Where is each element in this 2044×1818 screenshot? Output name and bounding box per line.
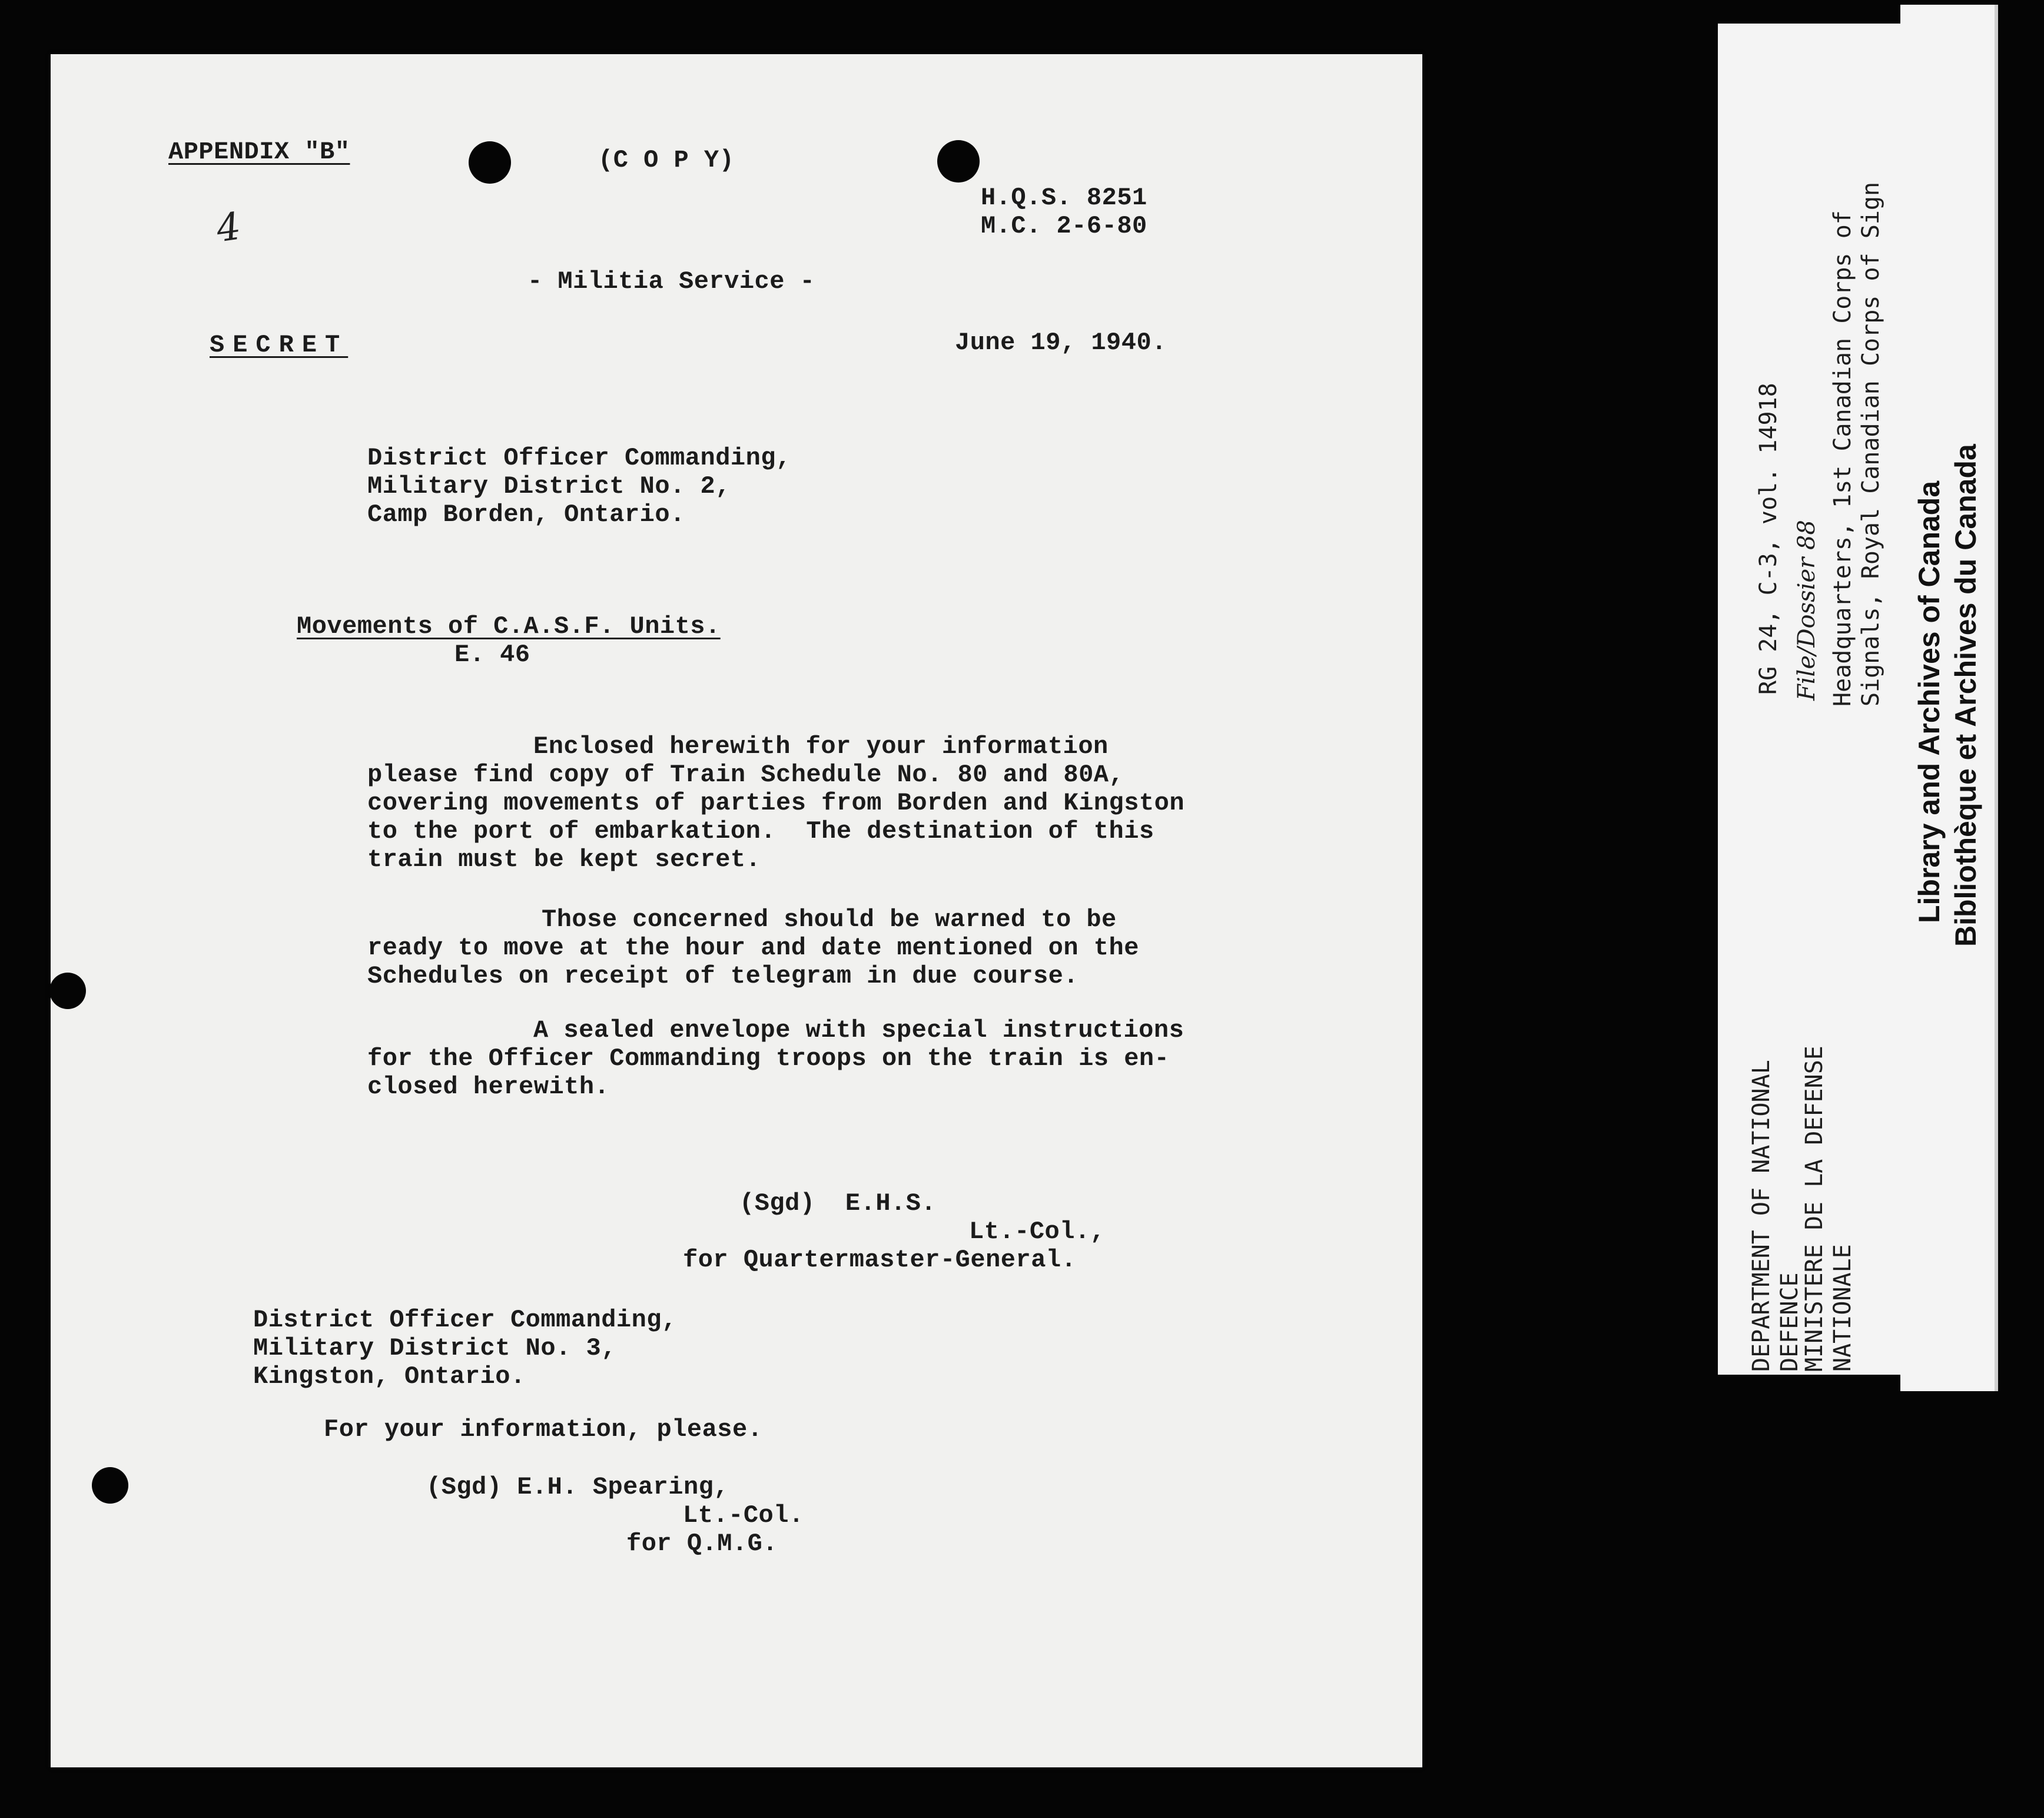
signature-2-for: for Q.M.G.	[626, 1530, 778, 1558]
signature-2-rank: Lt.-Col.	[683, 1501, 804, 1530]
body-line: A sealed envelope with special instructions	[533, 1016, 1184, 1044]
appendix-heading: APPENDIX "B"	[168, 138, 350, 166]
document-page	[51, 54, 1422, 1767]
punch-hole-left-middle	[49, 973, 86, 1009]
body-paragraph	[367, 905, 1139, 990]
subject-line: Movements of C.A.S.F. Units.	[297, 612, 721, 641]
body-line: covering movements of parties from Borden and Kingston	[367, 789, 1185, 817]
institution-name-fr: Bibliothèque et Archives du Canada	[1949, 444, 1982, 947]
department-en-line-2: DEFENCE	[1776, 1272, 1803, 1372]
addressee-line: Camp Borden, Ontario.	[367, 500, 685, 529]
cc-note: For your information, please.	[324, 1415, 763, 1444]
archive-institution-card	[1900, 5, 1995, 1391]
cc-addressee-line: Kingston, Ontario.	[253, 1362, 526, 1391]
punch-hole-left-bottom	[92, 1467, 128, 1504]
signature-1-for: for Quartermaster-General.	[683, 1246, 1077, 1274]
department-fr-line-1: MINISTERE DE LA DEFENSE	[1801, 1046, 1828, 1372]
copy-mark: (C O P Y)	[598, 146, 735, 174]
archive-title-line-2: Signals, Royal Canadian Corps of Sign	[1857, 181, 1884, 706]
classification: SECRET	[210, 331, 349, 359]
department-en-line-1: DEPARTMENT OF NATIONAL	[1748, 1060, 1775, 1372]
body-paragraph	[367, 1016, 1184, 1101]
archive-label-card	[1718, 24, 1903, 1375]
body-line: Enclosed herewith for your information	[533, 732, 1109, 761]
body-line: train must be kept secret.	[367, 845, 761, 874]
body-line: to the port of embarkation. The destination of this	[367, 817, 1154, 845]
institution-name-en: Library and Archives of Canada	[1913, 480, 1946, 923]
body-paragraph	[367, 732, 1184, 874]
handwritten-mark: 4	[214, 204, 244, 251]
addressee-block	[367, 444, 791, 529]
addressee-line: District Officer Commanding,	[367, 444, 791, 472]
service-heading: - Militia Service -	[527, 267, 815, 296]
archive-title-line-1: Headquarters, 1st Canadian Corps of	[1829, 210, 1856, 706]
addressee-line: Military District No. 2,	[367, 472, 731, 500]
body-line: Those concerned should be warned to be	[542, 905, 1117, 934]
body-line: for the Officer Commanding troops on the train is en-	[367, 1044, 1170, 1073]
signature-2-sgd: (Sgd) E.H. Spearing,	[426, 1473, 729, 1501]
subject-reference: E. 46	[454, 641, 530, 669]
archive-file-number: File/Dossier 88	[1793, 520, 1820, 701]
cc-addressee-line: Military District No. 3,	[253, 1334, 616, 1362]
body-line: ready to move at the hour and date mentioned on the	[367, 934, 1139, 962]
punch-hole-top-right	[937, 140, 980, 183]
signature-1-sgd: (Sgd) E.H.S.	[739, 1189, 937, 1217]
cc-addressee-line: District Officer Commanding,	[253, 1306, 677, 1334]
body-line: please find copy of Train Schedule No. 80 and 80A,	[367, 761, 1124, 789]
department-fr-line-2: NATIONALE	[1829, 1244, 1856, 1372]
body-line: Schedules on receipt of telegram in due course.	[367, 962, 1079, 990]
cc-addressee-block	[253, 1306, 677, 1391]
reference-hqs: H.Q.S. 8251	[981, 184, 1147, 212]
body-line: closed herewith.	[367, 1073, 610, 1101]
reference-mc: M.C. 2-6-80	[981, 212, 1147, 240]
punch-hole-top-left	[469, 141, 511, 184]
signature-1-rank: Lt.-Col.,	[969, 1217, 1106, 1246]
document-date: June 19, 1940.	[955, 329, 1167, 357]
archive-reference: RG 24, C-3, vol. 14918	[1755, 383, 1782, 695]
